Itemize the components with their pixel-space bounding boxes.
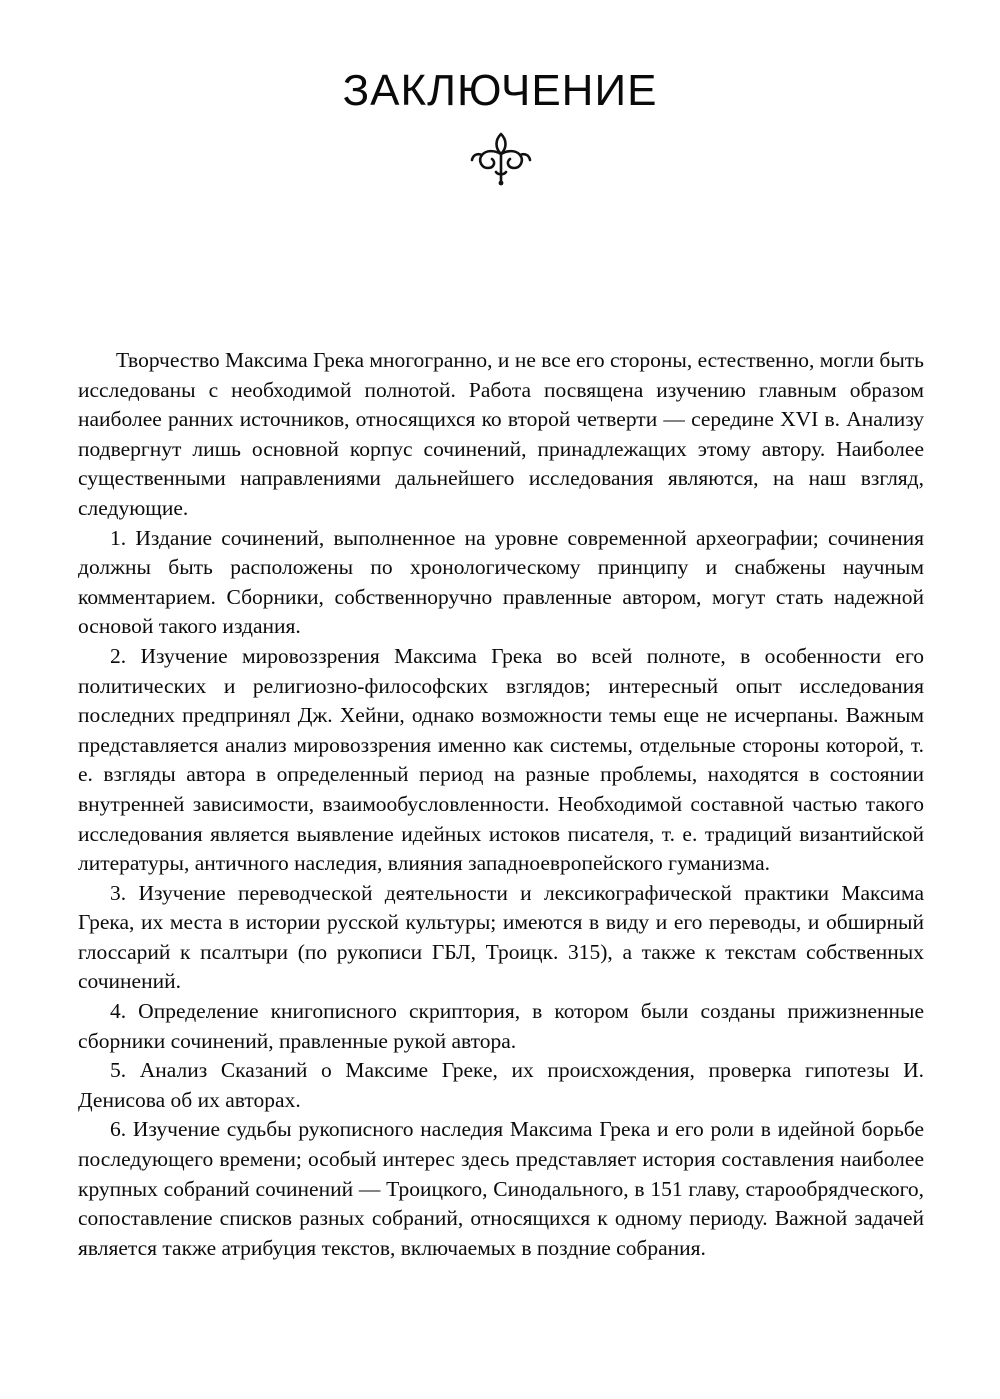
chapter-title: ЗАКЛЮЧЕНИЕ xyxy=(342,66,658,115)
list-item-2: 2. Изучение мировоззрения Максима Грека во всей полноте, в особенности его политических и религиозно-философских взглядов; интересный опыт исследования последних предпринял Дж. Хейни, однако возможности темы еще не исчерпаны. Важным представляется анализ мировоззрения именно как системы, отдельные стороны которой, т. е. взгляды автора в определенный период на разные проблемы, находятся в состоянии внутренней зависимости, взаимообусловленности. Необходимой составной частью такого исследования является выявление идейных истоков писателя, т. е. традиций византийской литературы, античного наследия, влияния западноевропейского гуманизма. xyxy=(78,643,924,876)
floral-ornament-icon xyxy=(468,128,534,188)
list-item-3: 3. Изучение переводческой деятельности и лексикографической практики Максима Грека, их места в истории русской культуры; имеются в виду и его переводы, и обширный глоссарий к псалтыри (по рукописи ГБЛ, Троицк. 315), а также к текстам собственных сочинений. xyxy=(78,880,924,994)
intro-paragraph: Творчество Максима Грека многогранно, и не все его стороны, естественно, могли быть исследованы с необходимой полнотой. Работа посвящена изучению главным образом наиболее ранних источников, относящихся ко второй четверти — середине XVI в. Анализу подвергнут лишь основной корпус сочинений, принадлежащих этому автору. Наиболее существенными направлениями дальнейшего исследования являются, на наш взгляд, следующие. xyxy=(78,348,924,520)
list-item-6: 6. Изучение судьбы рукописного наследия Максима Грека и его роли в идейной борьбе последующего времени; особый интерес здесь представляет история составления наиболее крупных собраний сочинений — Троицкого, Синодального, в 151 главу, старообрядческого, сопоставление списков разных собраний, относящихся к одному периоду. Важной задачей является также атрибуция текстов, включаемых в поздние собрания. xyxy=(78,1117,924,1260)
list-item-4: 4. Определение книгописного скриптория, в котором были созданы прижизненные сборники сочинений, правленные рукой автора. xyxy=(78,999,924,1053)
list-item-1: 1. Издание сочинений, выполненное на уровне современной археографии; сочинения должны быть расположены по хронологическому принципу и снабжены научным комментарием. Сборники, собственноручно правленные автором, могут стать надежной основой такого издания. xyxy=(78,525,924,639)
list-item-5: 5. Анализ Сказаний о Максиме Греке, их происхождения, проверка гипотезы И. Денисова об их авторах. xyxy=(78,1058,924,1112)
body-text xyxy=(78,346,924,1263)
